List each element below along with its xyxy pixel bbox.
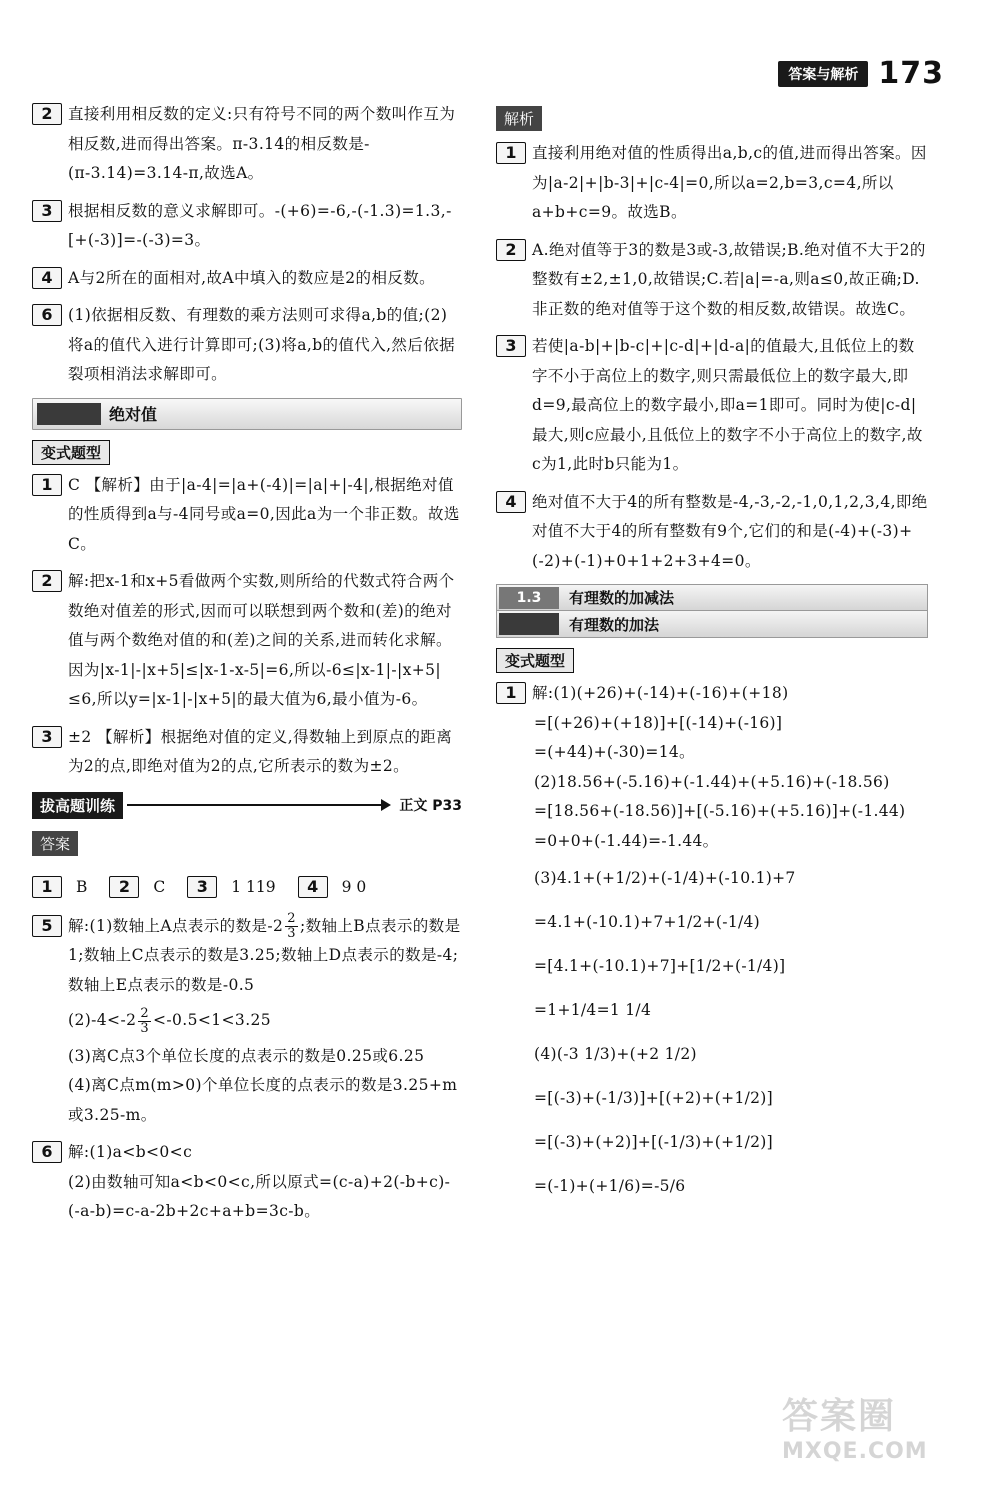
question-number: 2: [32, 570, 62, 592]
quick-answers: [32, 876, 462, 898]
question-text: 根据相反数的意义求解即可。-(+6)=-6,-(-1.3)=1.3,-[+(-3)]=-(-3)=3。: [68, 201, 452, 249]
q6-line1: 解:(1)a<b<0<c: [68, 1143, 193, 1161]
fraction-numerator: 2: [287, 911, 296, 926]
q5-line1: 解:(1)数轴上A点表示的数是-2: [68, 916, 284, 935]
list-item: [32, 100, 462, 189]
variant-label: 变式题型: [496, 648, 574, 673]
subsection-row: [497, 611, 927, 637]
q5-line2: [68, 1006, 462, 1036]
math-line: =[4.1+(-10.1)+7]+[1/2+(-1/4)]: [534, 957, 786, 975]
math-line: (4)(-3 1/3)+(+2 1/2): [534, 1045, 697, 1063]
question-text: [68, 1138, 462, 1227]
list-item: [32, 301, 462, 390]
training-ref: 正文 P33: [399, 798, 462, 814]
question-text: 解:(1)(+26)+(-14)+(-16)+(+18): [532, 684, 789, 702]
watermark-line2: MXQE.COM: [782, 1439, 928, 1464]
subsection-tag-graphic: [499, 613, 559, 635]
list-item: [32, 1138, 462, 1227]
page-number: 173: [878, 56, 944, 91]
math-line: =0+0+(-1.44)=-1.44。: [534, 831, 719, 850]
math-line: =[(-3)+(+2)]+[(-1/3)+(+1/2)]: [534, 1133, 773, 1151]
answer-label: 答案: [32, 831, 78, 856]
question-number: 5: [32, 915, 62, 937]
fraction: [138, 1007, 151, 1036]
math-line: (2)18.56+(-5.16)+(-1.44)+(+5.16)+(-18.56): [534, 772, 890, 791]
question-text: C 【解析】由于|a-4|=|a+(-4)|=|a|+|-4|,根据绝对值的性质得到a与-4同号或a=0,因此a为一个非正数。故选C。: [68, 475, 460, 553]
question-text: ±2 【解析】根据绝对值的定义,得数轴上到原点的距离为2的点,即绝对值为2的点,它所表示的数为±2。: [68, 727, 453, 775]
question-number: 1: [496, 142, 526, 164]
section-tag-graphic: [37, 403, 101, 425]
answer-value: 9 0: [341, 877, 367, 896]
list-item: [496, 139, 928, 228]
math-line: =[(+26)+(+18)]+[(-14)+(-16)]: [534, 713, 783, 732]
math-line: =1+1/4=1 1/4: [534, 1001, 652, 1019]
right-column: [496, 100, 928, 1208]
q5-line1-tail: ;数轴上B点表示的数是1;数轴上C点表示的数是3.25;数轴上D点表示的数是-4;数轴上E点表示的数是-0.5: [68, 916, 461, 994]
list-item: [32, 197, 462, 256]
question-text: 绝对值不大于4的所有整数是-4,-3,-2,-1,0,1,2,3,4,即绝对值不大于4的所有整数有9个,它们的和是(-4)+(-3)+(-2)+(-1)+0+1+2+3+4=0。: [532, 492, 928, 570]
list-item: [32, 567, 462, 715]
question-text: (1)依据相反数、有理数的乘方法则可求得a,b的值;(2)将a的值代入进行计算即可;(3)将a,b的值代入,然后依据裂项相消法求解即可。: [68, 306, 456, 383]
question-number: 4: [298, 876, 328, 898]
variant-label: 变式题型: [32, 440, 110, 465]
question-number: 1: [32, 876, 62, 898]
math-line: =(+44)+(-30)=14。: [534, 743, 695, 761]
math-line: =[(-3)+(-1/3)]+[(+2)+(+1/2)]: [534, 1089, 773, 1107]
question-text: A与2所在的面相对,故A中填入的数应是2的相反数。: [68, 268, 436, 287]
left-column: [32, 100, 462, 1235]
question-number: 2: [109, 876, 139, 898]
question-number: 3: [187, 876, 217, 898]
inequality-left: (2)-4<-2: [68, 1011, 137, 1029]
fraction: [285, 912, 298, 941]
list-item: [32, 912, 462, 1131]
list-item: [496, 488, 928, 577]
list-item: [496, 679, 928, 709]
math-line: =(-1)+(+1/6)=-5/6: [534, 1177, 686, 1195]
section-title: 有理数的加减法: [569, 589, 675, 607]
question-number: 2: [496, 239, 526, 261]
answer-value: C: [153, 877, 166, 896]
question-number: 1: [32, 474, 62, 496]
list-item: [32, 723, 462, 782]
question-number: 6: [32, 304, 62, 326]
question-text: 解:把x-1和x+5看做两个实数,则所给的代数式符合两个数绝对值差的形式,因而可以联想到两个数和(差)的绝对值与两个数绝对值的和(差)之间的关系,进而转化求解。因为|x-1|-|x+5|≤|x-1-x-5|=6,所以-6≤|x-1|-|x+5|≤6,所以y=|x-1|-|x+5|的最大值为6,最小值为-6。: [68, 572, 455, 708]
training-header: [32, 792, 462, 819]
list-item: [496, 236, 928, 325]
list-item: [32, 471, 462, 560]
section-header: [496, 584, 928, 638]
list-item: [32, 264, 462, 294]
question-text: 直接利用相反数的定义:只有符号不同的两个数叫作互为相反数,进而得出答案。π-3.14的相反数是-(π-3.14)=3.14-π,故选A。: [68, 105, 456, 182]
question-number: 3: [496, 335, 526, 357]
section-row: [497, 585, 927, 611]
question-text: A.绝对值等于3的数是3或-3,故错误;B.绝对值不大于2的整数有±2,±1,0,故错误;C.若|a|=-a,则a≤0,故正确;D.非正数的绝对值等于这个数的相反数,故错误。故选C。: [532, 240, 926, 318]
question-text: 若使|a-b|+|b-c|+|c-d|+|d-a|的值最大,且低位上的数字不小于高位上的数字,则只需最低位上的数字最大,即d=9,最高位上的数字最小,即a=1即可。同时为使|c-d|最大,则c应最小,且低位上的数字不小于高位上的数字,故c为1,此时b只能为1。: [532, 337, 923, 473]
subsection-title: 有理数的加法: [569, 615, 660, 634]
math-line: =[18.56+(-18.56)]+[(-5.16)+(+5.16)]+(-1.44): [534, 802, 906, 820]
q5-line3: (3)离C点3个单位长度的点表示的数是0.25或6.25: [68, 1046, 425, 1065]
header-tag: 答案与解析: [778, 61, 868, 87]
question-number: 4: [496, 491, 526, 513]
fraction-denominator: 3: [287, 926, 296, 941]
watermark-line1: 答案圈: [782, 1396, 897, 1437]
training-label: 拔高题训练: [32, 792, 123, 819]
question-text: 直接利用绝对值的性质得出a,b,c的值,进而得出答案。因为|a-2|+|b-3|+|c-4|=0,所以a=2,b=3,c=4,所以a+b+c=9。故选B。: [532, 144, 927, 221]
question-number: 4: [32, 267, 62, 289]
inequality-right: <-0.5<1<3.25: [153, 1011, 272, 1029]
page-header: [778, 56, 944, 91]
section-code: 1.3: [499, 587, 559, 609]
question-number: 3: [32, 726, 62, 748]
list-item: [496, 332, 928, 480]
q5-line4: (4)离C点m(m>0)个单位长度的点表示的数是3.25+m或3.25-m。: [68, 1076, 458, 1124]
math-line: (3)4.1+(+1/2)+(-1/4)+(-10.1)+7: [534, 869, 796, 887]
section-title: 绝对值: [109, 405, 158, 424]
fraction-denominator: 3: [140, 1020, 150, 1036]
section-header: [32, 398, 462, 430]
arrow-icon: [127, 804, 385, 806]
question-number: 6: [32, 1141, 62, 1163]
question-number: 2: [32, 103, 62, 125]
analysis-label: 解析: [496, 106, 542, 131]
q6-line2: (2)由数轴可知a<b<0<c,所以原式=(c-a)+2(-b+c)-(-a-b)=c-a-2b+2c+a+b=3c-b。: [68, 1172, 451, 1220]
question-number: 1: [496, 682, 526, 704]
question-text: [68, 912, 462, 1131]
question-number: 3: [32, 200, 62, 222]
answer-value: 1 119: [231, 877, 276, 896]
answer-value: B: [76, 877, 88, 896]
watermark-logo: [782, 1388, 982, 1468]
math-line: =4.1+(-10.1)+7+1/2+(-1/4): [534, 913, 761, 931]
fraction-numerator: 2: [140, 1005, 150, 1021]
